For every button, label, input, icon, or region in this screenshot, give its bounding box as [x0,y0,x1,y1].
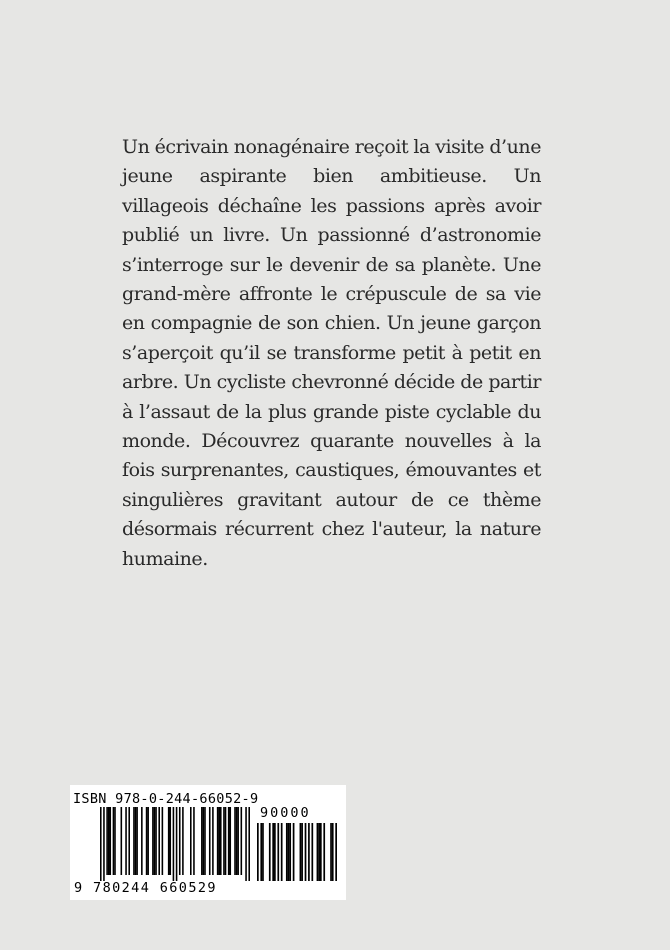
barcode-bar [179,807,181,875]
barcode-bar [330,823,332,881]
barcode-bar [173,807,175,881]
barcode-bar [209,807,211,875]
barcode-bar [147,807,149,875]
barcode-bar [162,807,164,875]
barcode-bar [218,807,220,875]
barcode-bar [106,807,108,875]
barcode-bar [212,807,214,875]
barcode-bar [176,807,178,881]
price-addon-bars [257,823,337,881]
barcode-bar [260,823,262,881]
barcode-bar [335,823,337,881]
barcode-bar [190,807,192,875]
barcode-bar [257,823,259,881]
barcode-bar [103,807,105,881]
barcode-bar [154,807,156,875]
barcode-bar [203,807,205,875]
barcode-bar [274,823,276,881]
barcode-bar [128,807,130,875]
barcode-bar [109,807,111,875]
barcode-bar [113,807,115,875]
barcode-bar [311,823,313,881]
barcode-bar [169,807,171,875]
barcode-bar [135,807,137,875]
barcode-bar [152,807,154,875]
isbn-label: ISBN 978-0-244-66052-9 [73,791,259,807]
barcode-bar [168,807,170,875]
barcode-bar [281,823,283,881]
barcode-bar [182,807,184,875]
barcode-bar [108,807,110,875]
barcode-bar [225,807,227,875]
barcode-bar [318,823,320,881]
barcode-bar [158,807,160,875]
barcode-bar [236,807,238,875]
barcode-bar [269,823,271,881]
barcode-bar [136,807,138,875]
barcode-bar [121,807,123,875]
back-cover-blurb: Un écrivain nonagénaire reçoit la visite d’une jeune aspirante bien ambitieuse. Un villageois déchaîne les passions après avoir publié un livre. Un passionné d’astronomie s’interroge sur le devenir de sa planète. Une grand-mère affronte le crépuscule de sa vie en compagnie de son chien. Un jeune garçon s’aperçoit qu’il se transforme petit à petit en arbre. Un cycliste chevronné décide de partir à l’assaut de la plus grande piste cyclable du monde. Découvrez quarante nouvelles à la fois surprenantes, caustiques, émouvantes et singulières gravitant autour de ce thème désormais récurrent chez l'auteur, la nature humaine. [122,136,541,570]
barcode-bar [237,807,239,875]
barcode-bar [308,823,310,881]
barcode-bar [301,823,303,881]
barcode-bar [323,823,325,881]
barcode-bar [133,807,135,875]
barcode-bar [300,823,302,881]
barcode-bar [146,807,148,875]
barcode-bar [272,823,274,881]
barcode-bar [100,807,102,881]
barcode-bar [217,807,219,875]
barcode-bar [234,807,236,875]
barcode-bar [286,823,288,881]
barcode-bar [320,823,322,881]
price-addon-digits: 90000 [260,805,311,821]
barcode-bar [125,807,127,875]
barcode-bar [229,807,231,875]
barcode-bar [262,823,264,881]
barcode-bar [293,823,295,881]
barcode-bar [141,807,143,875]
isbn-barcode [70,785,346,900]
barcode-bar [193,807,195,875]
barcode-bar [204,807,206,875]
barcode-bar [245,807,247,881]
barcode-bar [155,807,157,875]
barcode-bar [114,807,116,875]
barcode-bar [289,823,291,881]
barcode-bar [223,807,225,875]
barcode-bar [228,807,230,875]
barcode-bar [220,807,222,875]
barcode-bar [332,823,334,881]
barcode-bar [248,807,250,881]
barcode-bar [277,823,279,881]
barcode-bar [317,823,319,881]
barcode-bar [201,807,203,875]
barcode-bar [288,823,290,881]
barcode-bar [305,823,307,881]
ean13-digits: 9 780244 660529 [74,880,217,896]
barcode-bar [241,807,243,875]
ean13-bars [100,807,250,881]
